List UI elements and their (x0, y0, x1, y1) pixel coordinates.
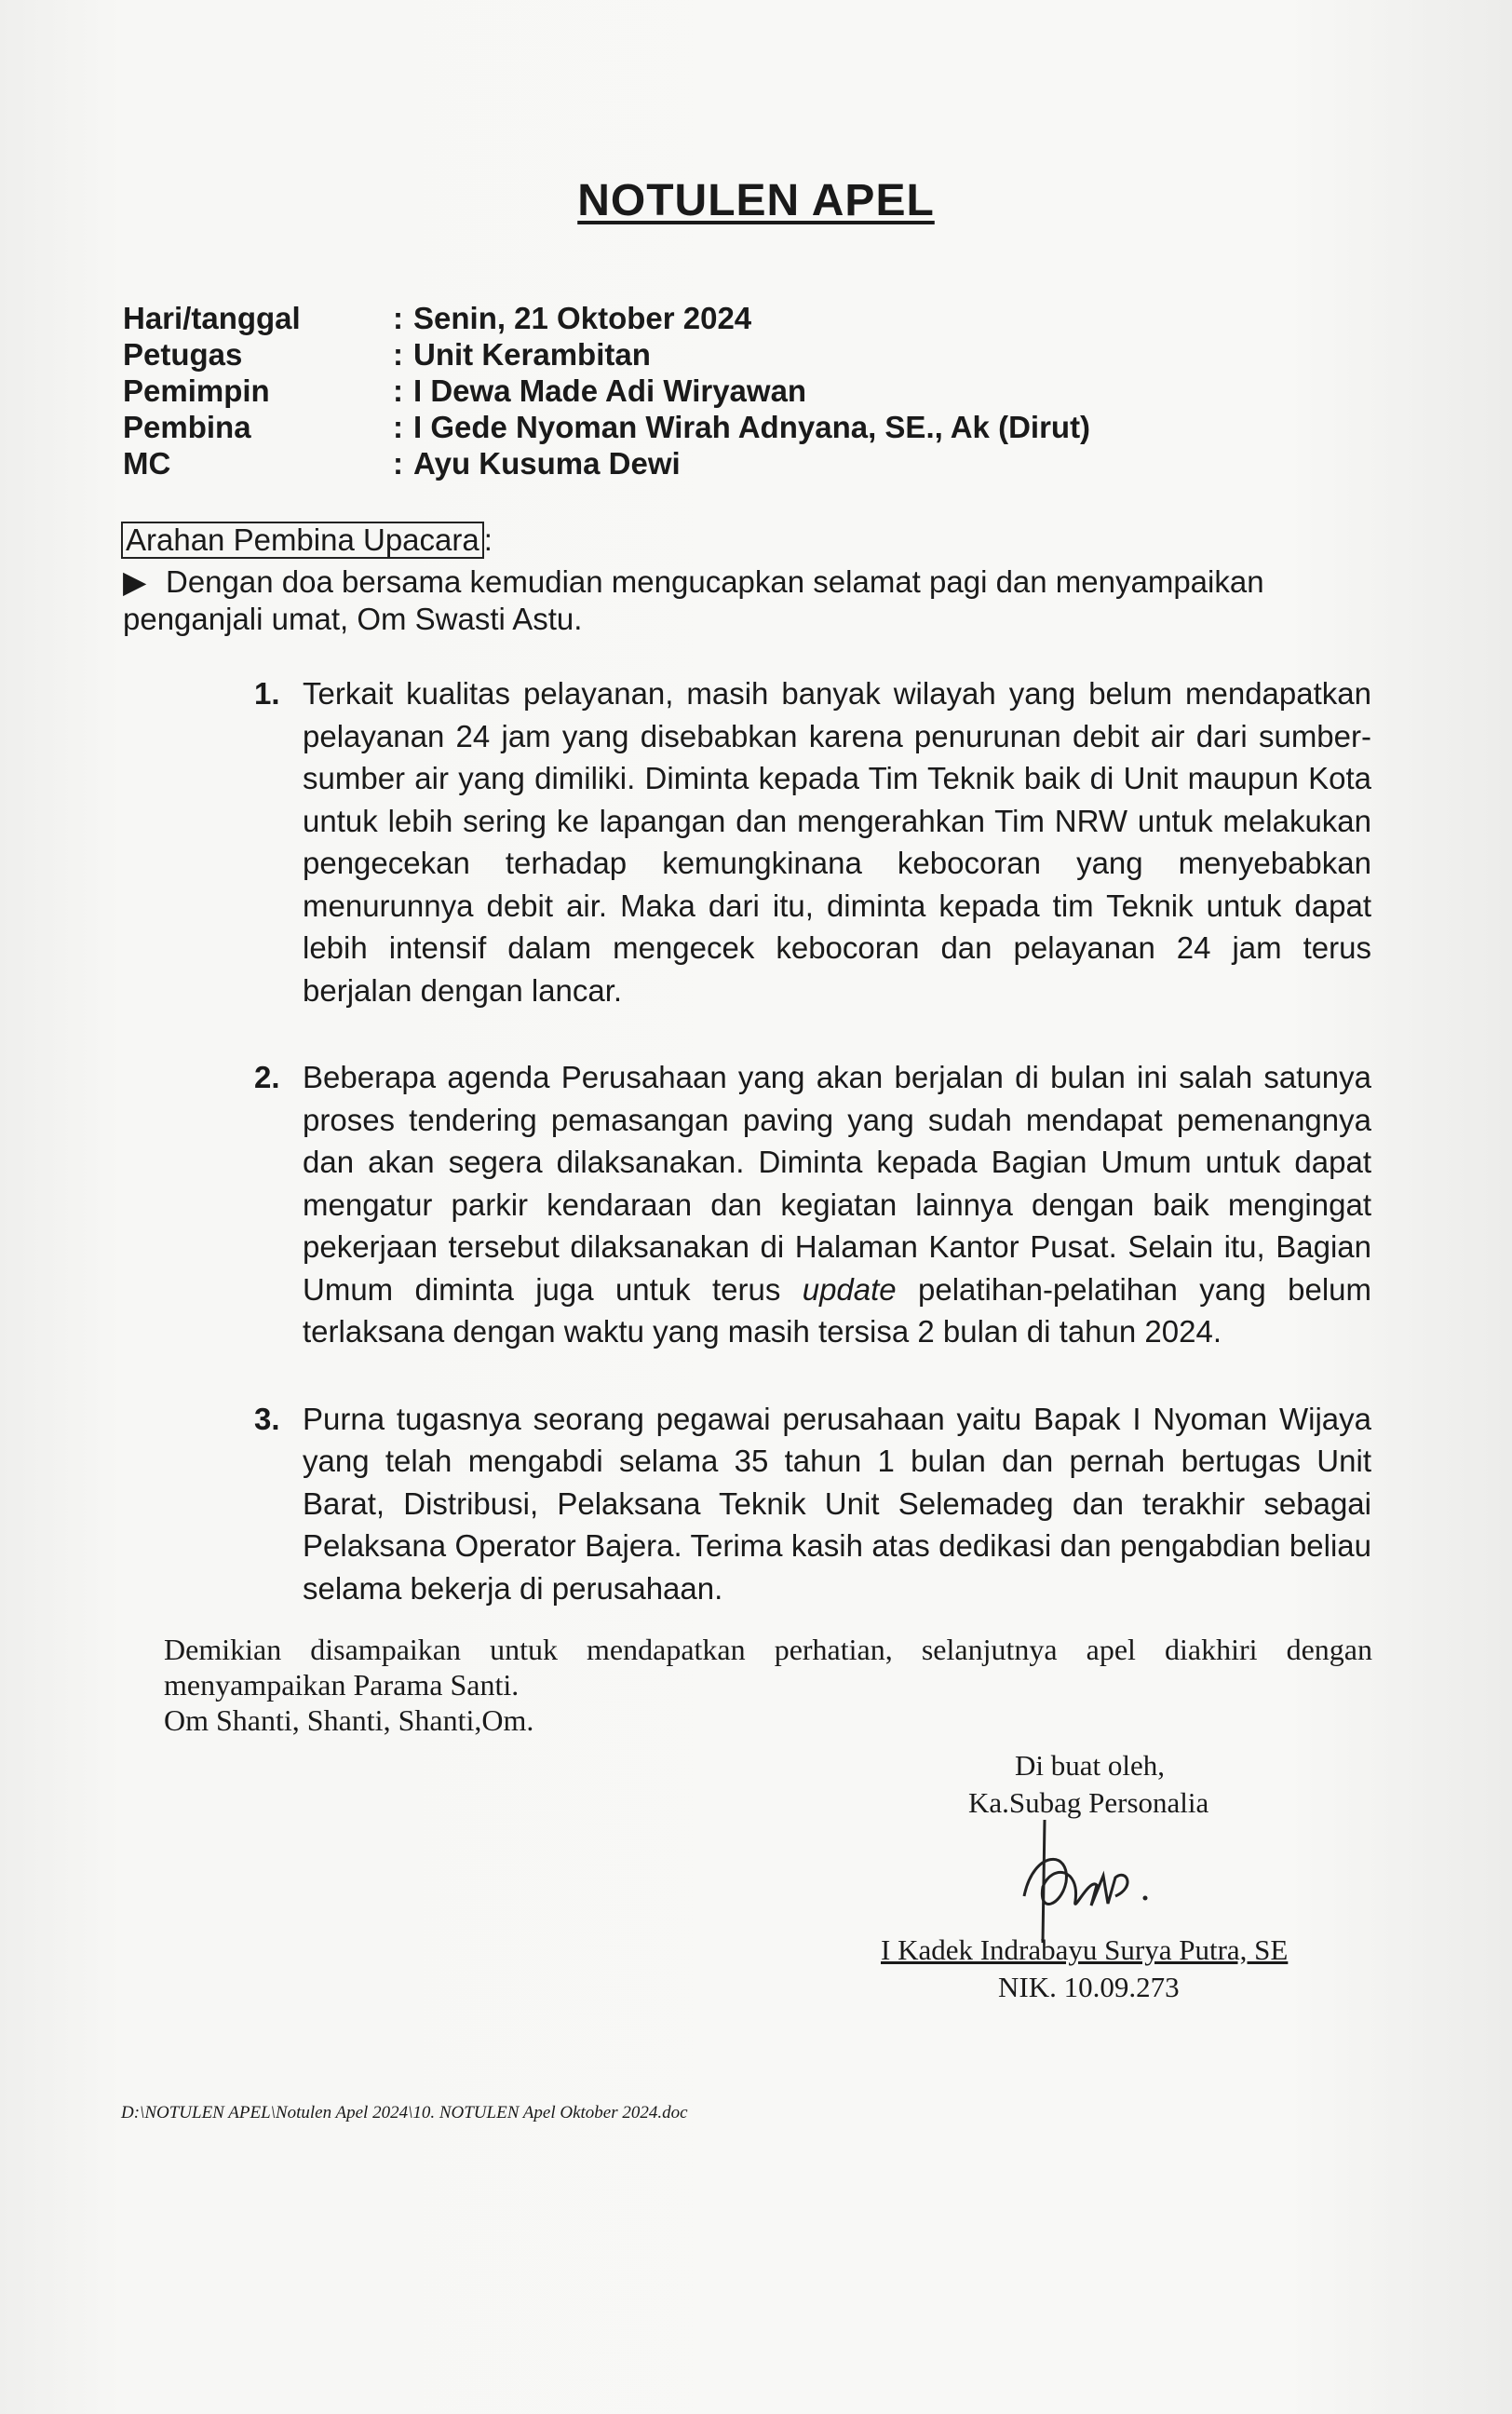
list-item (254, 1056, 1371, 1353)
document-title: NOTULEN APEL (577, 176, 935, 225)
list-item-number: 3. (254, 1401, 280, 1436)
meta-label: Petugas (123, 337, 243, 372)
list-item-number: 2. (254, 1060, 280, 1094)
meta-value: Unit Kerambitan (413, 337, 651, 372)
meta-value: Senin, 21 Oktober 2024 (413, 301, 752, 335)
list-item-text: Purna tugasnya seorang pegawai perusahaan yaitu Bapak I Nyoman Wijaya yang telah mengabdi selama 35 tahun 1 bulan dan pernah bertugas Unit Barat, Distribusi, Pelaksana Teknik Unit Selemadeg dan terakhir sebagai Pelaksana Operator Bajera. Terima kasih atas dedikasi dan pengabdian beliau selama bekerja di perusahaan. (303, 1401, 1371, 1606)
list-item (254, 672, 1371, 1011)
list-item-text-part: Beberapa agenda Perusahaan yang akan berjalan di bulan ini salah satunya proses tendering pemasangan paving yang sudah mendapat pemenangnya dan akan segera dilaksanakan. Diminta kepada Bagian Umum untuk dapat mengatur parkir kendaraan dan kegiatan lainnya dengan baik mengingat pekerjaan tersebut dilaksanakan di Halaman Kantor Pusat. Selain itu, Bagian Umum diminta juga untuk terus (303, 1060, 1371, 1307)
meta-label: MC (123, 446, 171, 481)
meta-value: Ayu Kusuma Dewi (413, 446, 681, 481)
signature-role: Ka.Subag Personalia (968, 1786, 1209, 1819)
list-item-text-part: pelatihan-pelatihan yang belum terlaksana dengan waktu yang masih tersisa 2 bulan di tahun 2024. (303, 1271, 1371, 1349)
section-heading-colon: : (483, 522, 493, 557)
signature-name: I Kadek Indrabayu Surya Putra, SE (881, 1933, 1289, 1966)
signature-nik: NIK. 10.09.273 (998, 1971, 1180, 2003)
closing-text: Demikian disampaikan untuk mendapatkan perhatian, selanjutnya apel diakhiri dengan menyampaikan Parama Santi. (164, 1633, 1372, 1702)
section-heading (121, 522, 493, 559)
list-item-text (303, 1056, 1371, 1353)
intro-paragraph (123, 563, 1370, 638)
file-path-footer: D:\NOTULEN APEL\Notulen Apel 2024\10. NOTULEN Apel Oktober 2024.doc (121, 2103, 688, 2122)
list-item-number: 1. (254, 676, 280, 711)
closing-greeting: Om Shanti, Shanti, Shanti,Om. (164, 1703, 534, 1737)
meta-colon: : (393, 446, 403, 481)
list-item-text-italic: update (802, 1271, 897, 1307)
list-item-text: Terkait kualitas pelayanan, masih banyak wilayah yang belum mendapatkan pelayanan 24 jam yang disebabkan karena penurunan debit air dari sumber-sumber air yang dimiliki. Diminta kepada Tim Teknik baik di Unit maupun Kota untuk lebih sering ke lapangan dan mengerahkan Tim NRW untuk melakukan pengecekan terhadap kemungkinana kebocoran yang menyebabkan menurunnya debit air. Maka dari itu, diminta kepada tim Teknik untuk dapat lebih intensif dalam mengecek kebocoran dan pelayanan 24 jam terus berjalan dengan lancar. (303, 676, 1371, 1008)
meta-label: Pembina (123, 410, 251, 444)
meta-colon: : (393, 337, 403, 372)
intro-text: Dengan doa bersama kemudian mengucapkan selamat pagi dan menyampaikan penganjali umat, Om Swasti Astu. (123, 564, 1264, 636)
meta-value: I Dewa Made Adi Wiryawan (413, 373, 807, 408)
triangle-bullet-icon: ▶ (123, 564, 147, 599)
meta-label: Pemimpin (123, 373, 270, 408)
meta-colon: : (393, 410, 403, 444)
meta-colon: : (393, 301, 403, 335)
meta-value: I Gede Nyoman Wirah Adnyana, SE., Ak (Dirut) (413, 410, 1091, 444)
closing-paragraph (164, 1632, 1372, 1738)
meta-colon: : (393, 373, 403, 408)
section-heading-text: Arahan Pembina Upacara (121, 522, 484, 559)
numbered-list (254, 672, 1371, 1654)
meta-label: Hari/tanggal (123, 301, 301, 335)
list-item (254, 1398, 1371, 1610)
signature-made-by: Di buat oleh, (1015, 1749, 1165, 1782)
